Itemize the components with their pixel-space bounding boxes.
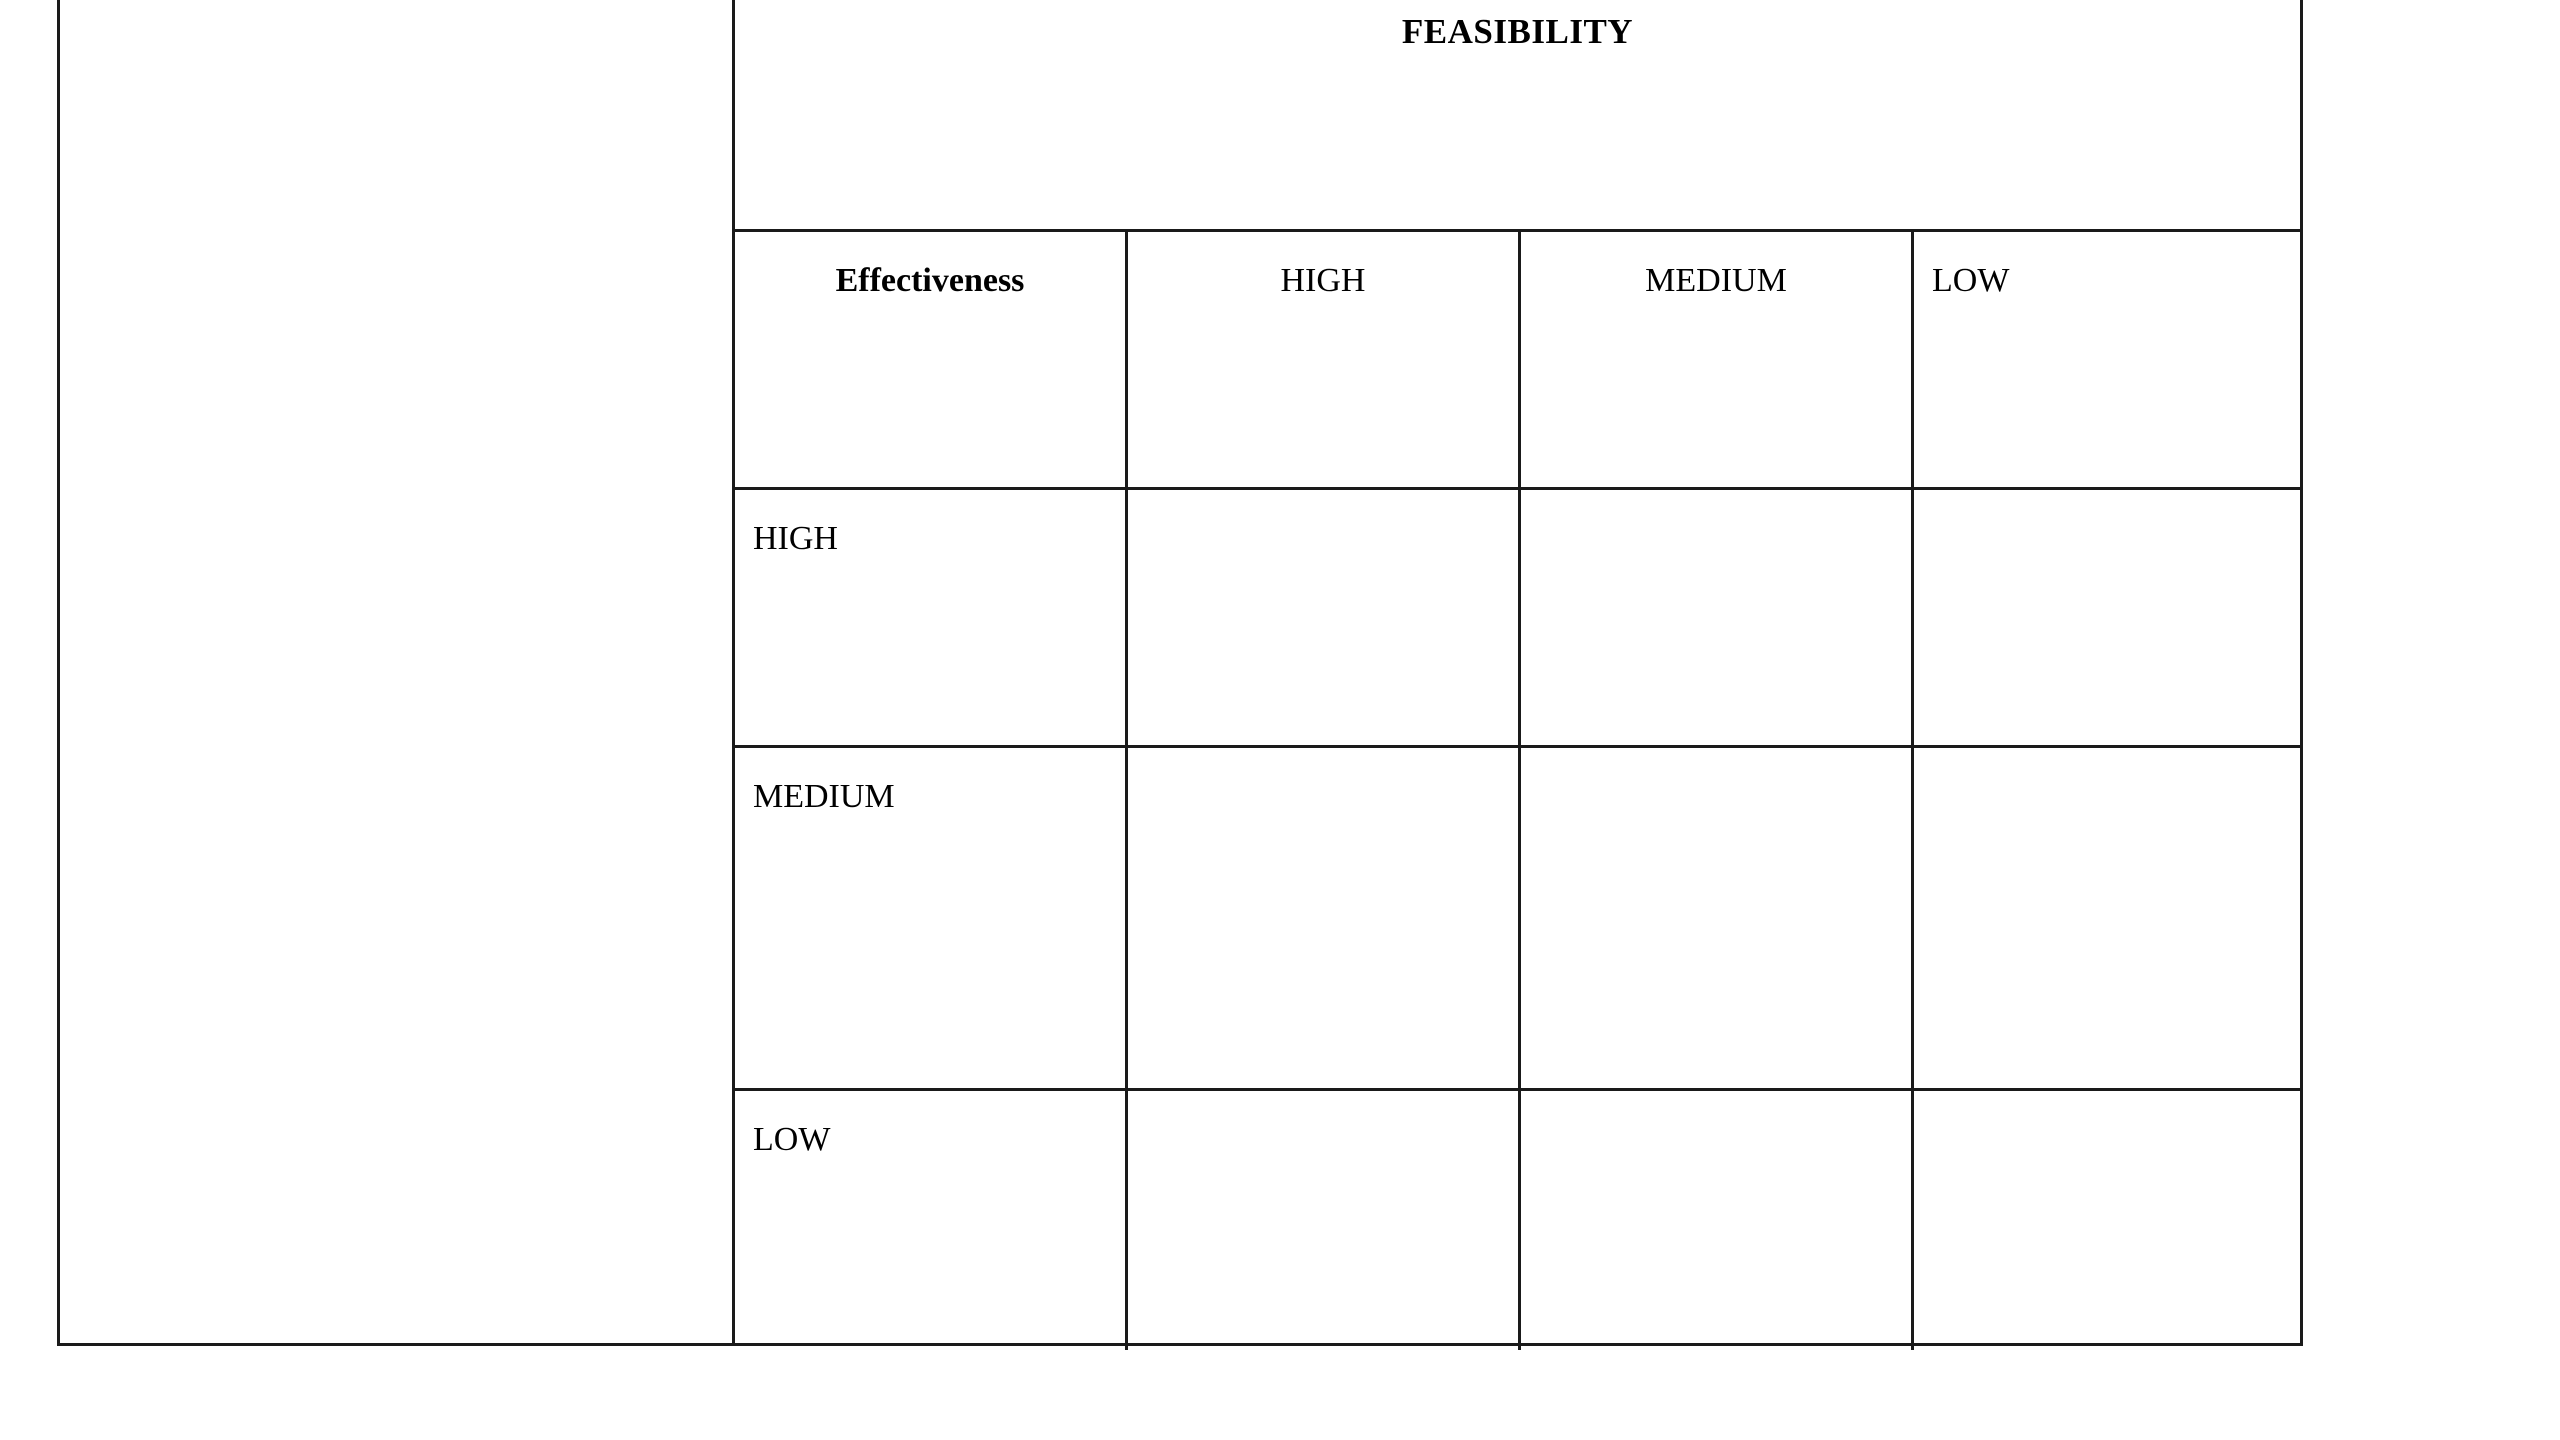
table-cell xyxy=(1521,748,1914,1088)
effectiveness-label: Effectiveness xyxy=(835,262,1025,299)
table-cell xyxy=(1914,490,2300,745)
row-header-low xyxy=(735,1091,1128,1350)
table-row xyxy=(735,1091,2300,1350)
feasibility-effectiveness-table xyxy=(57,0,2303,1346)
feasibility-title: FEASIBILITY xyxy=(1401,12,1634,51)
row-header-medium xyxy=(735,748,1128,1088)
table-cell xyxy=(1914,748,2300,1088)
table-cell xyxy=(1914,1091,2300,1350)
column-header-medium xyxy=(1521,232,1914,487)
row-header-high xyxy=(735,490,1128,745)
column-header-row xyxy=(735,232,2300,490)
table-cell xyxy=(1521,490,1914,745)
column-header-high xyxy=(1128,232,1521,487)
row-header-label: HIGH xyxy=(753,520,838,557)
column-header-label: MEDIUM xyxy=(1645,262,1787,299)
column-header-low xyxy=(1914,232,2300,487)
table-cell xyxy=(1128,748,1521,1088)
row-header-label: MEDIUM xyxy=(753,778,895,815)
corner-cell xyxy=(735,232,1128,487)
table-row xyxy=(735,490,2300,748)
table-cell xyxy=(1521,1091,1914,1350)
table-cell xyxy=(1128,1091,1521,1350)
row-header-label: LOW xyxy=(753,1121,831,1158)
matrix-grid xyxy=(735,232,2300,1343)
column-header-label: HIGH xyxy=(1280,262,1366,299)
column-header-label: LOW xyxy=(1932,262,2010,299)
feasibility-header-cell xyxy=(735,0,2300,232)
table-row xyxy=(735,748,2300,1091)
table-cell xyxy=(1128,490,1521,745)
